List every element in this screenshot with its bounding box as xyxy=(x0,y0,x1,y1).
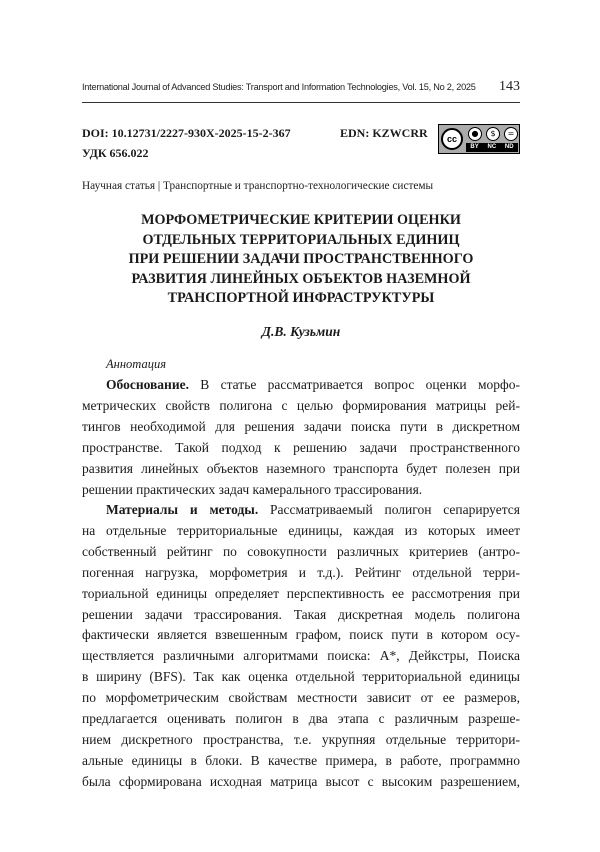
paragraph-line: решении практических задач камерального трассирования. xyxy=(82,480,520,501)
cc-logo-icon: cc xyxy=(441,128,463,150)
abstract-background xyxy=(82,375,520,500)
author-name: Д.В. Кузьмин xyxy=(82,324,520,340)
methods-lead: Материалы и методы. xyxy=(106,502,258,517)
paragraph-line: по морфометрическим свойствам местности зависит от ее размеров, xyxy=(82,688,520,709)
title-line: ТРАНСПОРТНОЙ ИНФРАСТРУКТУРЫ xyxy=(82,289,520,309)
cc-label-nd: ND xyxy=(505,143,514,152)
paragraph-line: тингов необходимой для решения задачи поиска пути в дискретном xyxy=(82,417,520,438)
title-line: РАЗВИТИЯ ЛИНЕЙНЫХ ОБЪЕКТОВ НАЗЕМНОЙ xyxy=(82,270,520,290)
paragraph-line: фактически является взвешенным графом, поиск пути в котором осу- xyxy=(82,625,520,646)
paragraph-line: пространстве. Такой подход к решению задачи пространственного xyxy=(82,438,520,459)
cc-labels xyxy=(466,143,518,152)
title-line: МОРФОМЕТРИЧЕСКИЕ КРИТЕРИИ ОЦЕНКИ xyxy=(82,211,520,231)
paragraph-line: развития линейных объектов наземного транспорта будет полезен при xyxy=(82,459,520,480)
paragraph-line: предлагается оценивать полигон в два этапа с различным разреше- xyxy=(82,709,520,730)
paragraph-line: ществляется различными алгоритмами поиска: A*, Дейкстры, Поиска xyxy=(82,646,520,667)
paragraph-line: Обоснование. В статье рассматривается вопрос оценки морфо- xyxy=(82,375,520,396)
doi[interactable]: DOI: 10.12731/2227-930X-2025-15-2-367 xyxy=(82,126,291,141)
header-rule xyxy=(82,102,520,103)
cc-icon-row xyxy=(468,127,518,143)
article-category: Научная статья | Транспортные и транспортно-технологические системы xyxy=(82,180,433,192)
cc-license-badge[interactable] xyxy=(438,124,520,154)
page-number: 143 xyxy=(499,79,520,95)
paragraph-line: решении задачи трассирования. Такая дискретная модель полигона xyxy=(82,605,520,626)
nc-dollar-icon: $ xyxy=(486,127,500,141)
paragraph-line: альные единицы в блоки. В качестве примера, в работе, программно xyxy=(82,751,520,772)
cc-label-nc: NC xyxy=(487,143,496,152)
title-line: ПРИ РЕШЕНИИ ЗАДАЧИ ПРОСТРАНСТВЕННОГО xyxy=(82,250,520,270)
paragraph-line: была сформирована исходная матрица высот с высоким разрешением, xyxy=(82,772,520,793)
paragraph-line: в ширину (BFS). Так как оценка отдельной территориальной единицы xyxy=(82,667,520,688)
udk: УДК 656.022 xyxy=(82,146,149,161)
article-title xyxy=(82,211,520,309)
title-line: ОТДЕЛЬНЫХ ТЕРРИТОРИАЛЬНЫХ ЕДИНИЦ xyxy=(82,231,520,251)
journal-citation: International Journal of Advanced Studies: Transport and Information Technologies, Vol. 15, No 2, 2025 xyxy=(82,82,476,92)
running-header xyxy=(82,80,520,98)
paragraph-line: погенная нагрузка, морфометрия и т.д.). Рейтинг отдельной терри- xyxy=(82,563,520,584)
paragraph-line: ториальной единицы определяет перспективность ее рассмотрения при xyxy=(82,584,520,605)
abstract-methods xyxy=(82,500,520,793)
edn: EDN: KZWCRR xyxy=(340,126,428,141)
paragraph-line: метрических свойств полигона с целью формирования матрицы рей- xyxy=(82,396,520,417)
paragraph-line: на отдельные территориальные единицы, каждая из которых имеет xyxy=(82,521,520,542)
cc-label-by: BY xyxy=(470,143,478,152)
background-lead: Обоснование. xyxy=(106,377,189,392)
abstract-heading: Аннотация xyxy=(106,357,166,372)
nd-equals-icon: = xyxy=(504,127,518,141)
paragraph-line: Материалы и методы. Рассматриваемый полигон сепарируется xyxy=(82,500,520,521)
paragraph-line: нием дискретного пространства, т.е. укрупняя отдельные территори- xyxy=(82,730,520,751)
paragraph-line: собственный рейтинг по совокупности различных критериев (антро- xyxy=(82,542,520,563)
by-person-icon: ● xyxy=(468,127,482,141)
